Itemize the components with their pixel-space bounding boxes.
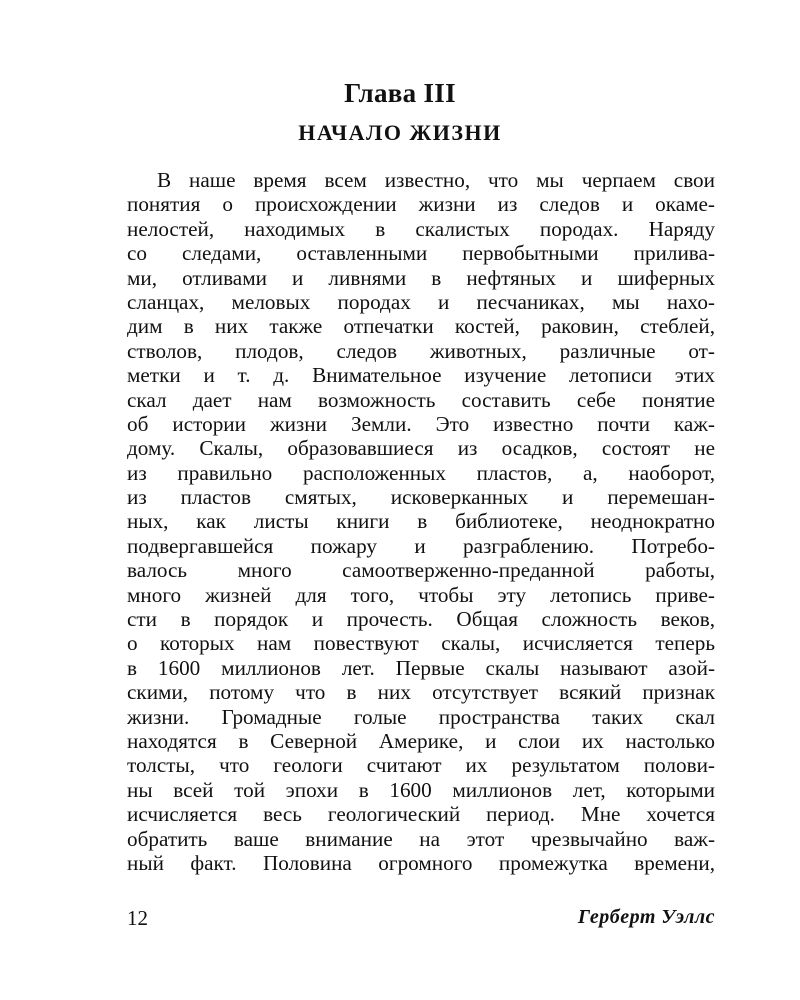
text-line: стволов, плодов, следов животных, различные от- xyxy=(127,338,715,363)
text-line: обратить ваше внимание на этот чрезвычайно важ- xyxy=(127,826,715,851)
text-line: из правильно расположенных пластов, а, наоборот, xyxy=(127,460,715,485)
text-line: скими, потому что в них отсутствует всякий признак xyxy=(127,680,715,705)
text-line: находятся в Северной Америке, и слои их настолько xyxy=(127,728,715,753)
text-line: о которых нам повествуют скалы, исчисляется теперь xyxy=(127,631,715,656)
text-line: понятия о происхождении жизни из следов и окаме- xyxy=(127,192,715,217)
text-line: со следами, оставленными первобытными прилива- xyxy=(127,241,715,266)
text-line: скал дает нам возможность составить себе понятие xyxy=(127,387,715,412)
running-author: Герберт Уэллс xyxy=(577,906,715,928)
text-line: нелостей, находимых в скалистых породах. Наряду xyxy=(127,216,715,241)
page-number: 12 xyxy=(127,906,148,930)
text-line: подвергавшейся пожару и разграблению. Потребо- xyxy=(127,533,715,558)
text-line: ны всей той эпохи в 1600 миллионов лет, которыми xyxy=(127,777,715,802)
text-line: дим в них также отпечатки костей, раковин, стеблей, xyxy=(127,314,715,339)
page-footer xyxy=(127,906,715,936)
text-line: сти в порядок и прочесть. Общая сложность веков, xyxy=(127,607,715,632)
text-line: ный факт. Половина огромного промежутка времени, xyxy=(127,850,715,875)
text-line: жизни. Громадные голые пространства таких скал xyxy=(127,704,715,729)
text-line: из пластов смятых, исковерканных и перемешан- xyxy=(127,485,715,510)
chapter-number: Глава III xyxy=(344,78,456,108)
body-text xyxy=(127,168,715,875)
text-line: ми, отливами и ливнями в нефтяных и шиферных xyxy=(127,265,715,290)
text-line: сланцах, меловых породах и песчаниках, мы нахо- xyxy=(127,289,715,314)
text-line: в 1600 миллионов лет. Первые скалы называют азой- xyxy=(127,655,715,680)
text-line: об истории жизни Земли. Это известно почти каж- xyxy=(127,411,715,436)
text-line: В наше время всем известно, что мы черпаем свои xyxy=(157,168,715,192)
text-line: много жизней для того, чтобы эту летопись приве- xyxy=(127,582,715,607)
text-line: исчисляется весь геологический период. Мне хочется xyxy=(127,802,715,827)
text-line: толсты, что геологи считают их результатом полови- xyxy=(127,753,715,778)
text-line: дому. Скалы, образовавшиеся из осадков, состоят не xyxy=(127,436,715,461)
chapter-title: НАЧАЛО ЖИЗНИ xyxy=(298,120,502,145)
text-line: валось много самоотверженно-преданной работы, xyxy=(127,558,715,583)
text-line: метки и т. д. Внимательное изучение летописи этих xyxy=(127,363,715,388)
text-line: ных, как листы книги в библиотеке, неоднократно xyxy=(127,509,715,534)
